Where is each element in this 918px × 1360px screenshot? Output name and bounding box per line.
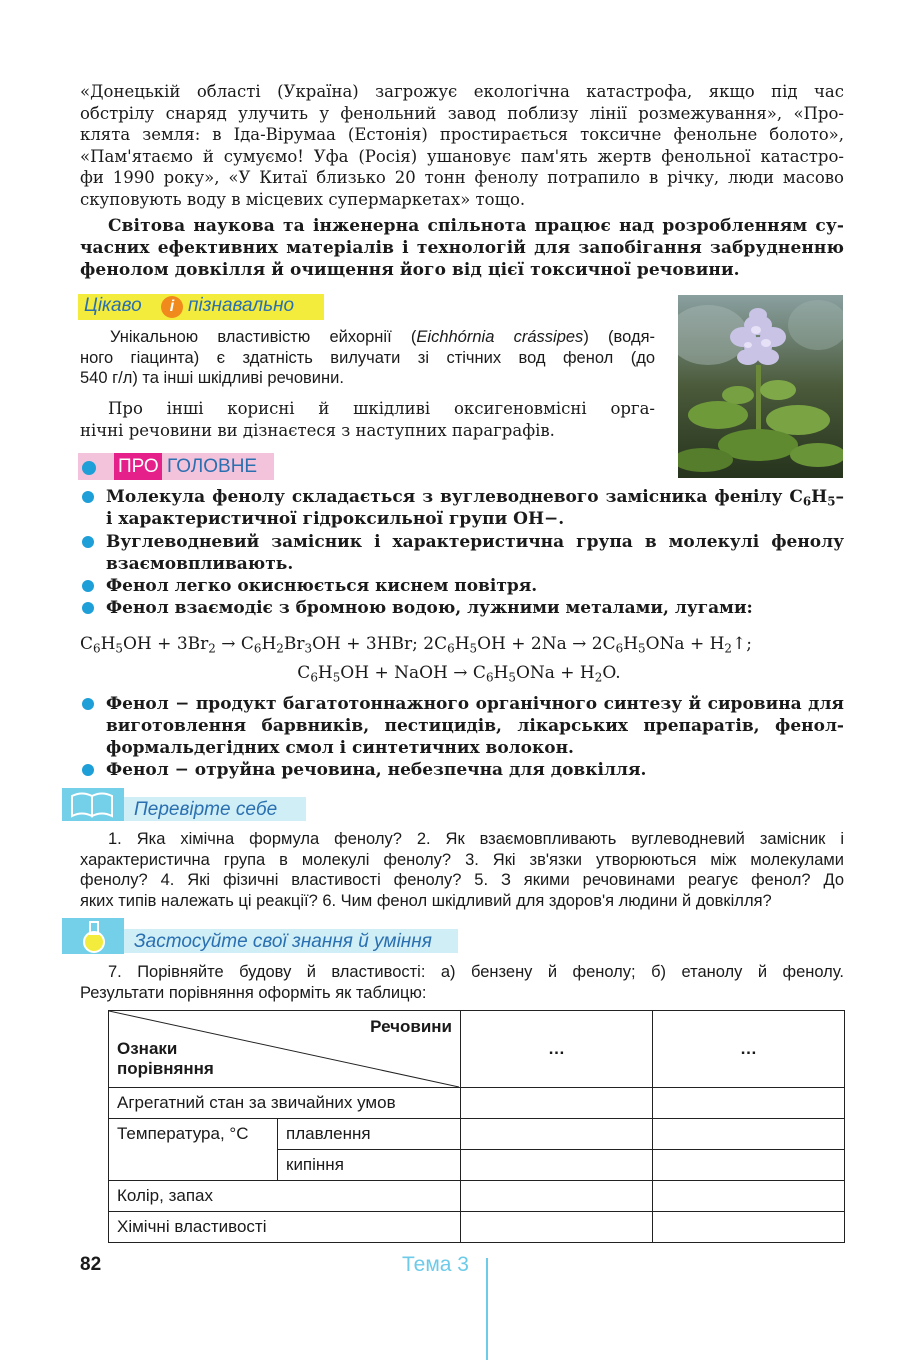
table-cell [653,1088,845,1119]
summary-title-b: ГОЛОВНЕ [167,456,258,477]
apply-header [62,918,458,954]
table-cell [461,1150,653,1181]
apply-title: Застосуйте свої знання й уміння [134,931,432,952]
topic-label: Тема 3 [402,1253,469,1276]
check-title: Перевірте себе [134,799,278,820]
summary-bullet-2: Вуглеводневий замісник і характеристична група в молекулі фенолу взаємовпливають. [106,532,844,574]
summary-bullet-3: Фенол легко окиснюється киснем повітря. [106,576,538,596]
task-line: Результати порівняння оформіть як таблицю: [80,983,427,1002]
water-hyacinth-photo [678,295,843,478]
water-hyacinth-illustration [678,295,843,478]
header-criteria: Ознаки порівняння [117,1039,214,1078]
question-line: 1. Яка хімічна формула фенолу? 2. Як взаємовпливають вуглеводневий замісник і [108,830,844,848]
bullet-icon [82,580,94,592]
table-cell [461,1119,653,1150]
bullet-icon [82,764,94,776]
more-info-text [80,398,655,441]
summary-header [78,453,274,480]
quote-line: «Пам'ятаємо й сумуємо! Уфа (Росія) ушановує пам'ять жертв фенольної катастро- [80,146,844,166]
intro-paragraph [80,215,844,281]
table-cell [461,1088,653,1119]
bullet-icon [82,536,94,548]
question-line: характеристична група в молекулі фенолу? 3. Які зв'язки утворюються між молекулами [80,850,844,869]
check-header [62,788,306,821]
row-label: Хімічні властивості [109,1212,461,1243]
table-header-row [109,1011,845,1088]
summary-dot-icon [82,461,96,475]
interesting-title-a: Цікаво [84,295,142,316]
quote-line: скуповують воду в місцевих супермаркетах» тощо. [80,189,526,209]
equation-line-2: $C_6H_5OH$ + NaOH → $C_6H_5ONa + H_2O$. [297,663,621,685]
table-cell [653,1212,845,1243]
table-cell [461,1212,653,1243]
diagonal-header-cell [109,1011,461,1088]
row-label: Температура, °С [109,1119,278,1181]
bullet-icon [82,698,94,710]
summary-title-a: ПРО [118,456,159,477]
row-label: Агрегатний стан за звичайних умов [109,1088,461,1119]
comparison-table [108,1010,845,1243]
table-cell [653,1181,845,1212]
bullet-icon [82,491,94,503]
summary-bullet-5: Фенол − продукт багатотоннажного органічного синтезу й сировина для виготовлення барвників, пестицидів, лікарських препаратів, фенол- формальдегідних смол і синтетичних волокон. [106,694,844,758]
intro-quote [80,81,844,210]
table-row [109,1119,845,1150]
interesting-line: ного гіацинта) є здатність вилучати зі стічних вод фенол (до [80,348,655,367]
more-line: Про інші корисні й шкідливі оксигеновмісні орга- [108,399,655,418]
interesting-text [80,327,655,389]
page-number: 82 [80,1254,102,1275]
summary-bullet-6: Фенол − отруйна речовина, небезпечна для довкілля. [106,760,647,780]
table-row [109,1212,845,1243]
book-icon [62,788,124,821]
info-icon: i [161,296,183,318]
equation-line-1: $C_6H_5OH + 3Br_2 \to C_6H_2Br_3OH + 3HBr$; $2C_6H_5OH + 2Na \to 2C_6H_5ONa$ + $H_2↑$; [80,634,752,656]
quote-line: клята земля: в Іда-Вірумаа (Естонія) простирається токсичне фенольне болото», [80,125,844,144]
summary-bullet-1: Молекула фенолу складається з вуглеводневого замісника фенілу $C_6H_5-$ і характеристичної гідроксильної групи OH−. [106,487,844,529]
interesting-line: 540 г/л) та інші шкідливі речовини. [80,369,344,387]
paragraph-line: часних ефективних матеріалів і технологій для запобігання забрудненню [80,238,844,258]
table-row [109,1088,845,1119]
table-cell [653,1119,845,1150]
task-line: 7. Порівняйте будову й властивості: а) бензену й фенолу; б) етанолу й фенолу. [108,963,844,981]
question-line: фенолу? 4. Які фізичні властивості фенолу? 5. З якими речовинами реагує фенол? До [80,871,844,889]
header-col-1: … [461,1011,653,1088]
table-cell [653,1150,845,1181]
check-questions [80,829,844,911]
table-cell [461,1181,653,1212]
paragraph-line: фенолом довкілля й очищення його від цієї токсичної речовини. [80,260,740,280]
bullet-icon [82,602,94,614]
quote-line: обстрілу снаряд улучить у фенольний завод поблизу лінії розмежування», «Про- [80,103,844,123]
table-row [109,1181,845,1212]
row-label: Колір, запах [109,1181,461,1212]
interesting-line: Унікальною властивістю ейхорнії (Eichhórnia crássipes) (водя- [110,328,655,346]
header-substances: Речовини [370,1017,452,1036]
interesting-title-b: пізнавально [188,295,295,316]
flask-icon [62,918,124,954]
more-line: нічні речовини ви дізнаєтеся з наступних параграфів. [80,420,555,440]
latin-name: Eichhórnia crássipes [416,328,584,346]
question-line: яких типів належать ці реакції? 6. Чим фенол шкідливий для здоров'я людини й довкілля? [80,891,772,910]
row-sublabel: плавлення [278,1119,461,1150]
header-col-2: … [653,1011,845,1088]
row-sublabel: кипіння [278,1150,461,1181]
quote-line: фи 1990 року», «У Китаї близько 20 тонн фенолу потрапило в річку, люди масово [80,168,844,187]
paragraph-line: Світова наукова та інженерна спільнота працює над розробленням су- [108,216,844,236]
footer-divider [486,1258,488,1360]
apply-task [80,962,844,1003]
interesting-header [78,294,324,320]
summary-bullet-4: Фенол взаємодіє з бромною водою, лужними металами, лугами: [106,598,753,618]
quote-line: «Донецькій області (Україна) загрожує екологічна катастрофа, якщо під час [80,82,844,101]
